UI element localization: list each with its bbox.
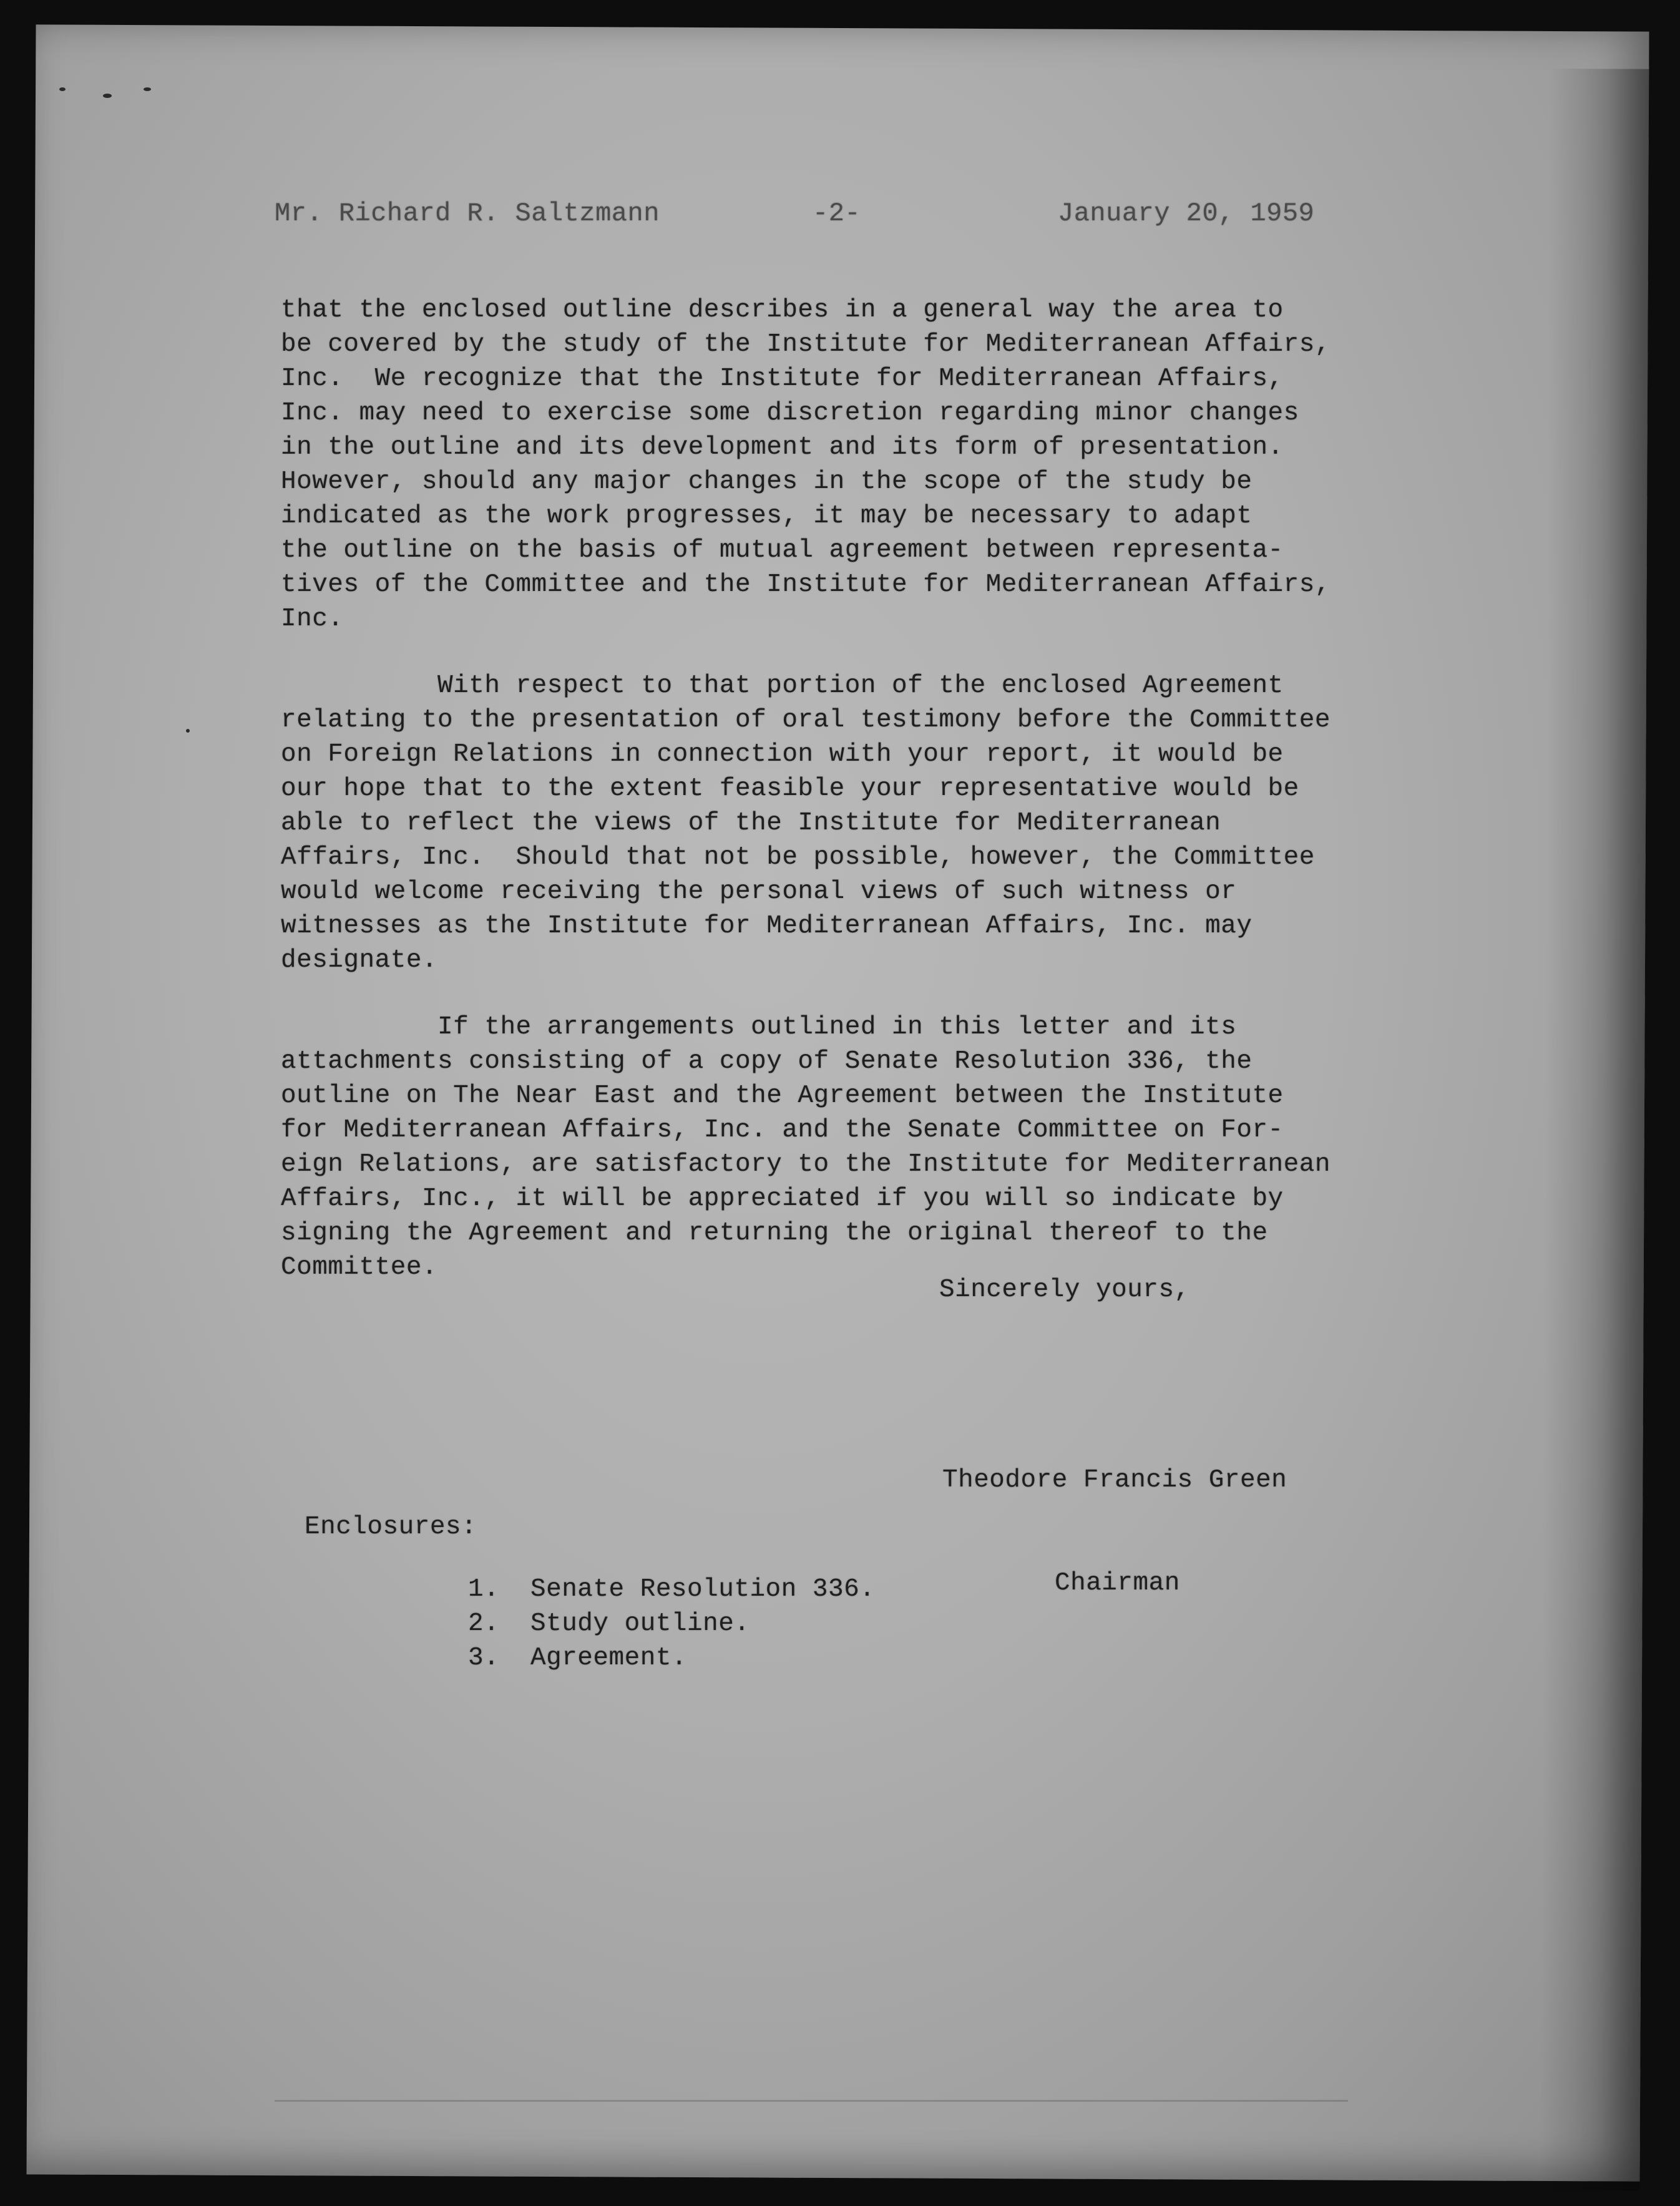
body-line: Affairs, Inc., it will be appreciated if you will so indicate by xyxy=(281,1184,1284,1213)
body-line: However, should any major changes in the scope of the study be xyxy=(281,467,1253,496)
page-edge-shadow xyxy=(1540,69,1649,2191)
body-line: our hope that to the extent feasible your representative would be xyxy=(281,774,1299,803)
paragraph-1 xyxy=(281,293,1379,637)
body-line: designate. xyxy=(281,946,438,975)
scan-speck xyxy=(59,87,66,91)
body-line: the outline on the basis of mutual agreement between representa- xyxy=(281,536,1284,565)
enclosure-number: 1. xyxy=(468,1575,500,1604)
enclosure-item xyxy=(468,1607,875,1641)
body-line: Inc. may need to exercise some discretion regarding minor changes xyxy=(281,399,1299,427)
body-line: witnesses as the Institute for Mediterranean Affairs, Inc. may xyxy=(281,912,1253,940)
letter-header xyxy=(275,197,1348,234)
enclosure-item xyxy=(468,1573,875,1607)
enclosures-list xyxy=(468,1573,875,1676)
signatory-name: Theodore Francis Green xyxy=(942,1466,1287,1495)
enclosure-text: Study outline. xyxy=(530,1609,750,1638)
header-date: January 20, 1959 xyxy=(1058,198,1315,228)
body-line: Inc. xyxy=(281,605,344,633)
signature-block xyxy=(942,1395,1287,1669)
body-line: attachments consisting of a copy of Senate Resolution 336, the xyxy=(281,1047,1253,1076)
body-line: With respect to that portion of the enclosed Agreement xyxy=(281,671,1284,700)
enclosure-item xyxy=(468,1641,875,1676)
letter-body xyxy=(281,293,1379,1317)
enclosure-number: 3. xyxy=(468,1644,500,1672)
body-line: Committee. xyxy=(281,1253,438,1282)
body-line: signing the Agreement and returning the original thereof to the xyxy=(281,1219,1268,1247)
body-line: would welcome receiving the personal views of such witness or xyxy=(281,877,1237,906)
body-line: in the outline and its development and its form of presentation. xyxy=(281,433,1284,462)
body-line: Affairs, Inc. Should that not be possible, however, the Committee xyxy=(281,843,1315,872)
body-line: indicated as the work progresses, it may be necessary to adapt xyxy=(281,502,1253,530)
body-line: If the arrangements outlined in this letter and its xyxy=(281,1013,1237,1042)
paragraph-3 xyxy=(281,1010,1379,1285)
body-line: outline on The Near East and the Agreement between the Institute xyxy=(281,1081,1284,1110)
header-recipient: Mr. Richard R. Saltzmann xyxy=(275,198,660,228)
body-line: be covered by the study of the Institute for Mediterranean Affairs, xyxy=(281,330,1331,359)
enclosure-number: 2. xyxy=(468,1609,500,1638)
body-line: relating to the presentation of oral testimony before the Committee xyxy=(281,706,1331,735)
body-line: on Foreign Relations in connection with your report, it would be xyxy=(281,740,1284,769)
header-page-number: -2- xyxy=(813,198,861,228)
closing-salutation: Sincerely yours, xyxy=(939,1276,1190,1304)
scan-streak xyxy=(275,2100,1348,2102)
enclosure-text: Senate Resolution 336. xyxy=(530,1575,876,1604)
signatory-title: Chairman xyxy=(1055,1569,1180,1598)
body-line: tives of the Committee and the Institute for Mediterranean Affairs, xyxy=(281,570,1331,599)
paragraph-2 xyxy=(281,669,1379,978)
scan-speck xyxy=(144,87,151,91)
body-line: for Mediterranean Affairs, Inc. and the Senate Committee on For- xyxy=(281,1116,1284,1144)
body-line: Inc. We recognize that the Institute for Mediterranean Affairs, xyxy=(281,364,1284,393)
body-line: that the enclosed outline describes in a general way the area to xyxy=(281,296,1284,325)
body-line: able to reflect the views of the Institute for Mediterranean xyxy=(281,809,1221,837)
body-line: eign Relations, are satisfactory to the Institute for Mediterranean xyxy=(281,1150,1331,1179)
scan-speck xyxy=(103,94,112,98)
scan-speck xyxy=(186,729,190,733)
enclosure-text: Agreement. xyxy=(530,1644,688,1672)
enclosures-heading: Enclosures: xyxy=(305,1513,477,1541)
